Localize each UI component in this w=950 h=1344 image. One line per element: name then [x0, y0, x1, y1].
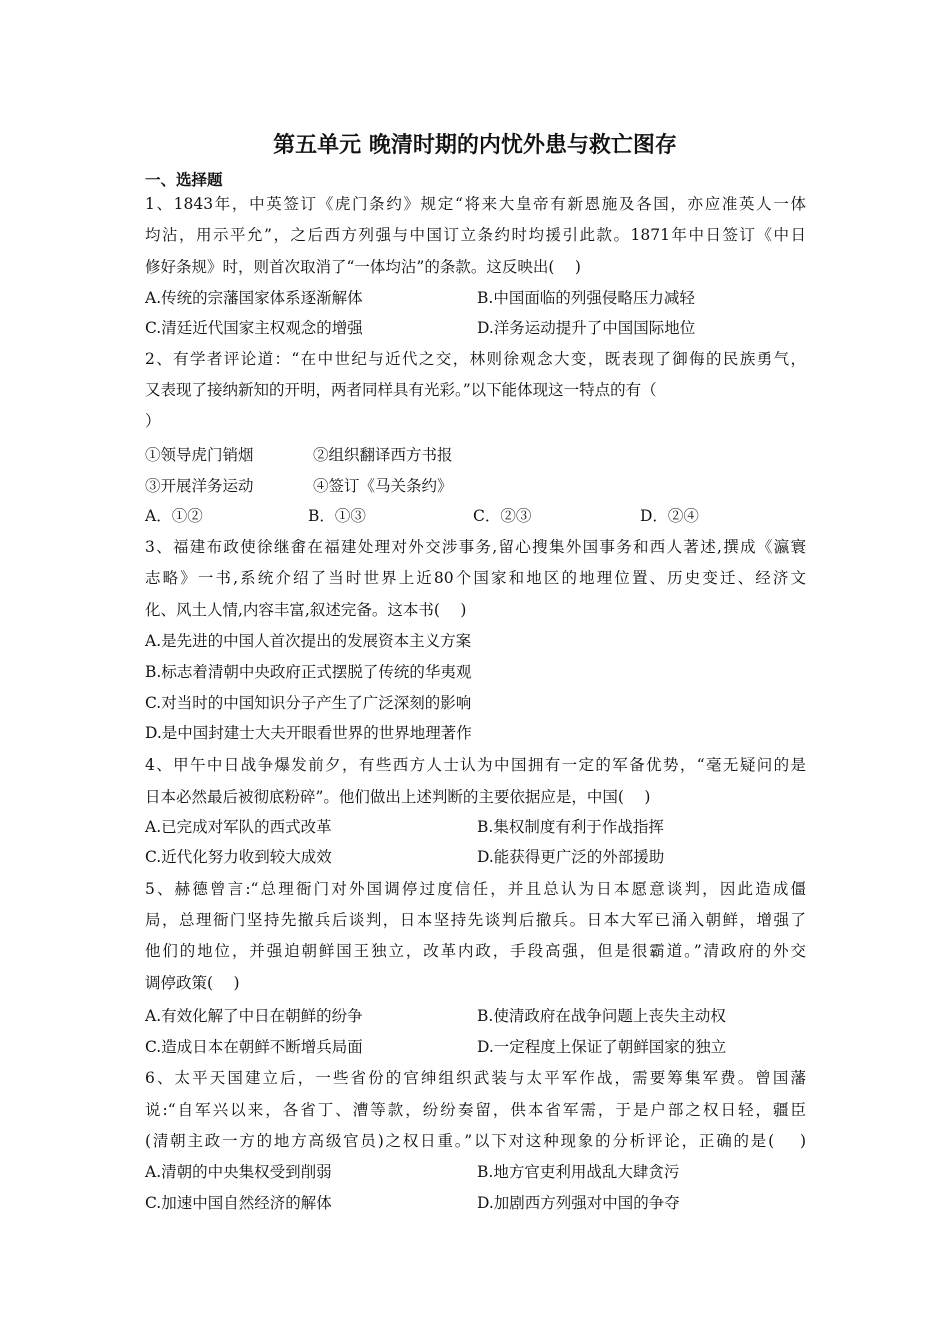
option-3c: C.对当时的中国知识分子产生了广泛深刻的影响: [145, 694, 472, 712]
option-6a: A.清朝的中央集权受到削弱: [145, 1163, 332, 1181]
statement-2: ②组织翻译西方书报: [313, 446, 453, 464]
question-2-text: 又表现了接纳新知的开明，两者同样具有光彩。”以下能体现这一特点的有（: [145, 381, 657, 399]
option-4c: C.近代化努力收到较大成效: [145, 848, 332, 866]
section-heading: 一、选择题: [145, 171, 223, 189]
question-6-text: (清朝主政一方的地方高级官员)之权日重。”以下对这种现象的分析评论，正确的是( ): [145, 1132, 806, 1150]
statement-4: ④签订《马关条约》: [313, 477, 453, 495]
question-3-text: 志略》一书,系统介绍了当时世界上近80个国家和地区的地理位置、历史变迁、经济文: [145, 569, 806, 587]
option-5a: A.有效化解了中日在朝鲜的纷争: [145, 1007, 363, 1025]
statement-3: ③开展洋务运动: [145, 477, 254, 495]
question-3-text: 3、福建布政使徐继畬在福建处理对外交涉事务,留心搜集外国事务和西人著述,撰成《瀛寰: [145, 538, 806, 556]
option-1d: D.洋务运动提升了中国国际地位: [477, 319, 696, 337]
question-5-text: 5、赫德曾言:“总理衙门对外国调停过度信任，并且总认为日本愿意谈判，因此造成僵: [145, 880, 806, 898]
option-5b: B.使清政府在战争问题上丧失主动权: [477, 1007, 726, 1025]
option-3d: D.是中国封建士大夫开眼看世界的世界地理著作: [145, 724, 472, 742]
option-4b: B.集权制度有利于作战指挥: [477, 818, 664, 836]
option-5c: C.造成日本在朝鲜不断增兵局面: [145, 1038, 363, 1056]
option-2c: C．②③: [473, 507, 532, 525]
option-5d: D.一定程度上保证了朝鲜国家的独立: [477, 1038, 727, 1056]
option-6d: D.加剧西方列强对中国的争夺: [477, 1194, 680, 1212]
option-2d: D．②④: [640, 507, 699, 525]
question-1-text: 均沾，用示平允”，之后西方列强与中国订立条约时均援引此款。1871年中日签订《中日: [145, 226, 806, 244]
question-5-text: 局，总理衙门坚持先撤兵后谈判，日本坚持先谈判后撤兵。日本大军已涌入朝鲜，增强了: [145, 911, 806, 929]
question-4-text: 4、甲午中日战争爆发前夕，有些西方人士认为中国拥有一定的军备优势，“毫无疑问的是: [145, 756, 806, 774]
option-1b: B.中国面临的列强侵略压力减轻: [477, 289, 695, 307]
question-6-text: 说:“自军兴以来，各省丁、漕等款，纷纷奏留，供本省军需，于是户部之权日轻，疆臣: [145, 1101, 806, 1119]
option-3b: B.标志着清朝中央政府正式摆脱了传统的华夷观: [145, 663, 472, 681]
question-4-text: 日本必然最后被彻底粉碎”。他们做出上述判断的主要依据应是，中国( ): [145, 788, 651, 806]
question-6-text: 6、太平天国建立后，一些省份的官绅组织武装与太平军作战，需要筹集军费。曾国藩: [145, 1069, 806, 1087]
option-6c: C.加速中国自然经济的解体: [145, 1194, 332, 1212]
option-2b: B．①③: [308, 507, 366, 525]
question-5-text: 调停政策( ): [145, 974, 240, 992]
question-1-text: 修好条规》时，则首次取消了“一体均沾”的条款。这反映出( ): [145, 258, 581, 276]
question-1-text: 1、1843年，中英签订《虎门条约》规定“将来大皇帝有新恩施及各国，亦应准英人一体: [145, 195, 806, 213]
question-2-text: 2、有学者评论道：“在中世纪与近代之交，林则徐观念大变，既表现了御侮的民族勇气，: [145, 350, 806, 368]
statement-1: ①领导虎门销烟: [145, 446, 254, 464]
option-4d: D.能获得更广泛的外部援助: [477, 848, 665, 866]
option-1a: A.传统的宗藩国家体系逐渐解体: [145, 289, 363, 307]
option-3a: A.是先进的中国人首次提出的发展资本主义方案: [145, 632, 472, 650]
option-1c: C.清廷近代国家主权观念的增强: [145, 319, 363, 337]
option-6b: B.地方官吏利用战乱大肆贪污: [477, 1163, 680, 1181]
option-4a: A.已完成对军队的西式改革: [145, 818, 332, 836]
question-5-text: 他们的地位，并强迫朝鲜国王独立，改革内政，手段高强，但是很霸道。”清政府的外交: [145, 942, 806, 960]
question-2-text: ）: [145, 412, 161, 430]
question-3-text: 化、风土人情,内容丰富,叙述完备。这本书( ): [145, 601, 467, 619]
document-title: 第五单元 晚清时期的内忧外患与救亡图存: [273, 133, 677, 158]
option-2a: A．①②: [145, 507, 203, 525]
